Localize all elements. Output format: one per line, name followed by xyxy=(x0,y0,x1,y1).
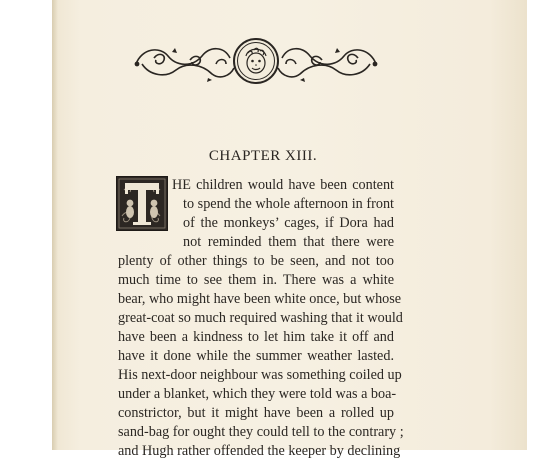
paragraph-line-7: bear, who might have been white once, but whose xyxy=(118,291,402,307)
paragraph-line-11: His next-door neighbour was something coiled up xyxy=(118,367,402,383)
chapter-title: CHAPTER XIII. xyxy=(208,148,318,164)
book-page xyxy=(52,0,527,459)
paragraph-line-4: not reminded them that there were xyxy=(183,234,394,250)
paragraph-line-14: sand-bag for ought they could tell to the contrary ; xyxy=(118,424,404,440)
paragraph-line-1: HE children would have been content xyxy=(172,177,394,193)
paragraph-line-10: have it done while the summer weather lasted. xyxy=(118,348,394,364)
header-ornament-icon xyxy=(132,34,380,88)
paragraph-line-15: and Hugh rather offended the keeper by declining xyxy=(118,443,401,459)
paragraph-line-2: to spend the whole afternoon in front xyxy=(183,196,394,212)
paragraph-line-9: have been a kindness to let him take it off and xyxy=(118,329,394,345)
paragraph-line-6: much time to see them in. There was a white xyxy=(118,272,394,288)
paragraph-line-8: great-coat so much required washing that it would xyxy=(118,310,403,326)
paragraph-line-12: under a blanket, which they were told was a boa- xyxy=(118,386,397,402)
paragraph-line-3: of the monkeys’ cages, if Dora had xyxy=(183,215,394,231)
page-gutter-shadow xyxy=(52,0,58,450)
paragraph-line-13: constrictor, but it might have been a rolled up xyxy=(118,405,394,421)
paragraph-line-5: plenty of other things to be seen, and not too xyxy=(118,253,394,269)
drop-cap-t-icon xyxy=(116,176,168,231)
